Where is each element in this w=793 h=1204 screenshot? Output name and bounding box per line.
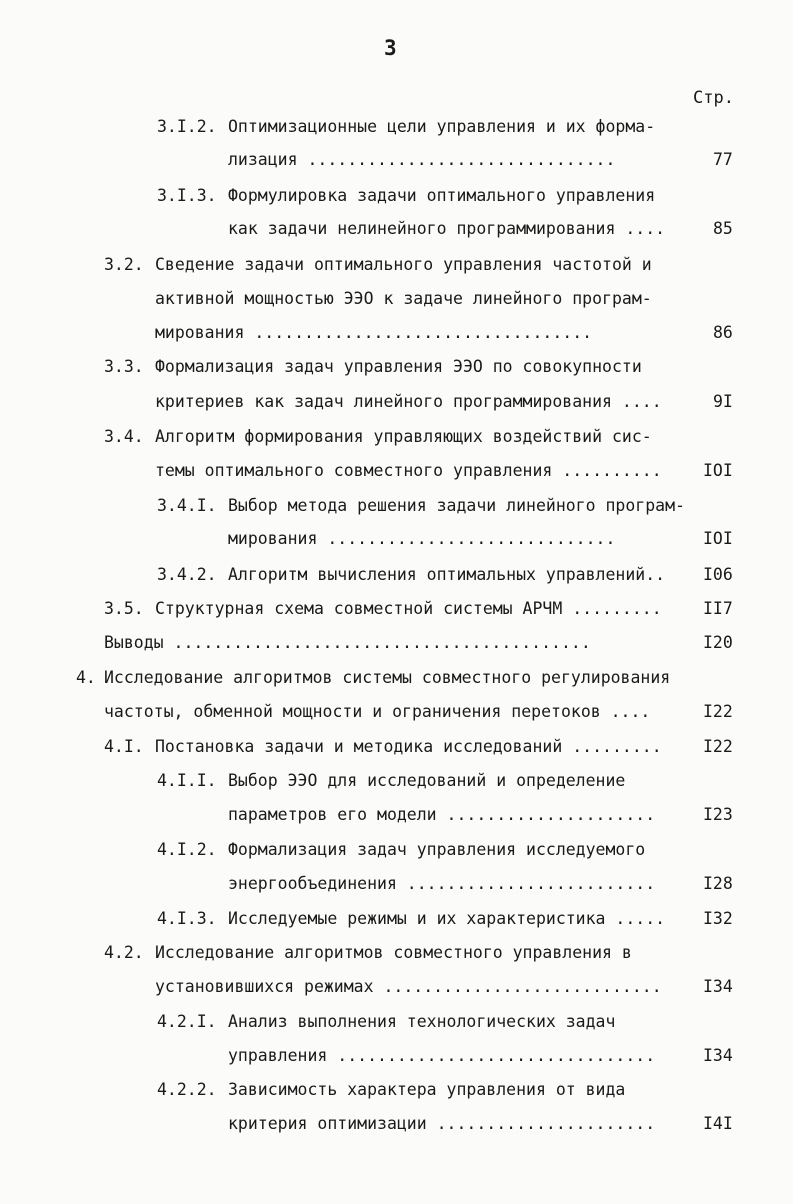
toc-text: Выводы .......................................... [104, 633, 591, 652]
toc-page: 86 [713, 323, 733, 342]
toc-number: 4.I.3. [157, 909, 217, 928]
toc-text: Исследуемые режимы и их характеристика ..... [228, 909, 666, 928]
toc-text: Постановка задачи и методика исследований ......... [155, 737, 662, 756]
toc-text: мирования .................................. [155, 323, 593, 342]
toc-number: 3.2. [104, 255, 144, 274]
toc-number: 4.2. [104, 943, 144, 962]
toc-text: лизация ............................... [228, 150, 616, 169]
page-number: 3 [384, 36, 397, 60]
toc-text: Оптимизационные цели управления и их форма- [228, 117, 656, 136]
toc-page: II7 [703, 599, 733, 618]
toc-page: 77 [713, 150, 733, 169]
toc-number: 3.4.I. [157, 496, 217, 515]
toc-text: как задачи нелинейного программирования .... [228, 219, 666, 238]
toc-number: 3.I.3. [157, 186, 217, 205]
toc-text: активной мощностью ЭЭО к задаче линейного програм- [155, 289, 652, 308]
toc-number: 3.4. [104, 427, 144, 446]
toc-text: Структурная схема совместной системы АРЧМ ......... [155, 599, 662, 618]
toc-page: 9I [713, 392, 733, 411]
toc-number: 3.5. [104, 599, 144, 618]
toc-number: 4. [76, 668, 96, 687]
toc-number: 4.2.2. [157, 1080, 217, 1099]
toc-number: 3.3. [104, 357, 144, 376]
toc-page: IOI [703, 461, 733, 480]
toc-text: Алгоритм формирования управляющих воздействий сис- [155, 427, 652, 446]
toc-number: 4.2.I. [157, 1012, 217, 1031]
toc-page: I22 [703, 702, 733, 721]
toc-number: 3.I.2. [157, 117, 217, 136]
toc-text: Исследование алгоритмов системы совместного регулирования [104, 668, 671, 687]
toc-page: I22 [703, 737, 733, 756]
toc-text: Формулировка задачи оптимального управления [228, 186, 656, 205]
toc-number: 4.I. [104, 737, 144, 756]
toc-text: Алгоритм вычисления оптимальных управлений.. [228, 565, 666, 584]
toc-page: I32 [703, 909, 733, 928]
toc-page: I34 [703, 1046, 733, 1065]
toc-text: Зависимость характера управления от вида [228, 1080, 626, 1099]
toc-text: Исследование алгоритмов совместного управления в [155, 943, 632, 962]
toc-page: I23 [703, 805, 733, 824]
toc-text: параметров его модели ..................... [228, 805, 656, 824]
toc-text: управления ................................ [228, 1046, 656, 1065]
toc-page: I20 [703, 633, 733, 652]
toc-page: 85 [713, 219, 733, 238]
toc-text: мирования ............................. [228, 529, 616, 548]
toc-text: критерия оптимизации ...................... [228, 1114, 656, 1133]
toc-number: 4.I.2. [157, 840, 217, 859]
toc-text: Выбор ЭЭО для исследований и определение [228, 771, 626, 790]
toc-text: Сведение задачи оптимального управления частотой и [155, 255, 652, 274]
toc-text: установившихся режимах ............................ [155, 977, 662, 996]
toc-text: темы оптимального совместного управления .......... [155, 461, 662, 480]
toc-page: I34 [703, 977, 733, 996]
toc-page: I28 [703, 874, 733, 893]
toc-page: I06 [703, 565, 733, 584]
toc-text: Формализация задач управления ЭЭО по совокупности [155, 357, 642, 376]
toc-number: 3.4.2. [157, 565, 217, 584]
toc-number: 4.I.I. [157, 771, 217, 790]
toc-text: энергообъединения ......................... [228, 874, 656, 893]
toc-text: Выбор метода решения задачи линейного програм- [228, 496, 685, 515]
column-header-page: Стр. [693, 88, 734, 108]
toc-page: IOI [703, 529, 733, 548]
toc-text: критериев как задач линейного программирования .... [155, 392, 662, 411]
toc-text: Формализация задач управления исследуемого [228, 840, 646, 859]
toc-text: Анализ выполнения технологических задач [228, 1012, 616, 1031]
toc-text: частоты, обменной мощности и ограничения перетоков .... [104, 702, 651, 721]
toc-page: I4I [703, 1114, 733, 1133]
